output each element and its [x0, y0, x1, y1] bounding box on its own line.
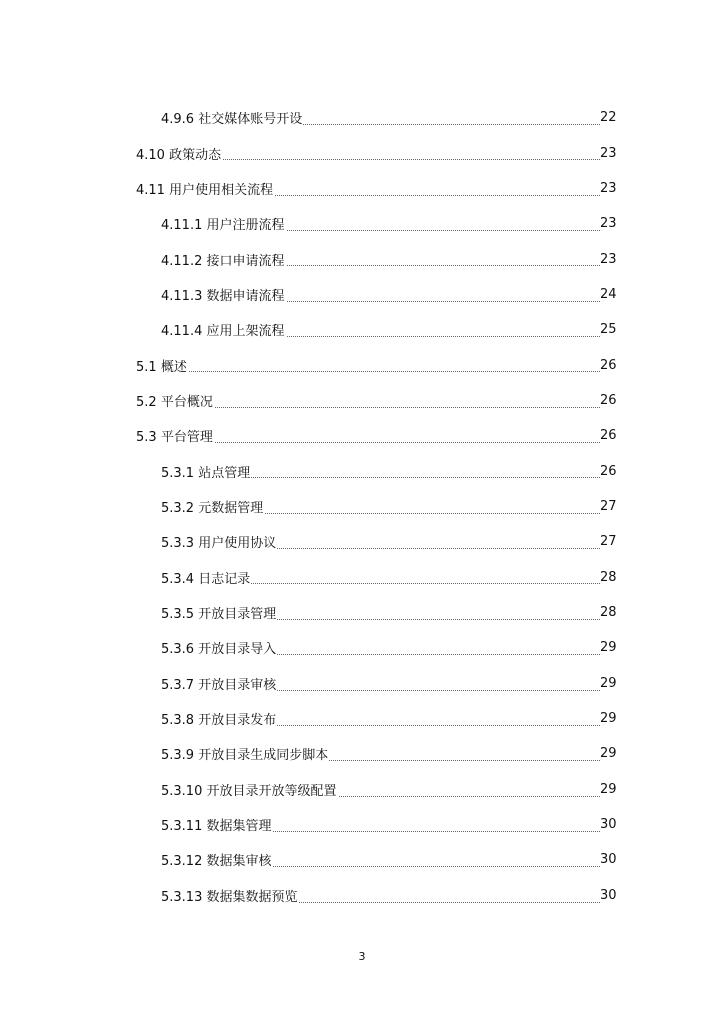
toc-entry[interactable] — [0, 772, 724, 807]
toc-entry-title: 平台管理 — [160, 430, 213, 446]
toc-entry[interactable] — [0, 701, 724, 736]
toc-entry-page: 29 — [600, 675, 617, 691]
toc-entry-number: 5.2 — [136, 394, 157, 410]
toc-entry[interactable] — [0, 666, 724, 701]
toc-entry[interactable] — [0, 453, 724, 488]
toc-leader-dots — [136, 371, 600, 372]
toc-entry[interactable] — [0, 489, 724, 524]
toc-entry-label — [161, 815, 273, 834]
toc-entry-label — [161, 638, 277, 657]
toc-entry-number: 4.11.2 — [161, 253, 203, 269]
toc-entry-title: 数据申请流程 — [206, 288, 285, 304]
toc-entry-number: 4.9.6 — [161, 112, 195, 128]
toc-entry-title: 开放目录开放等级配置 — [206, 783, 337, 799]
toc-entry-title: 应用上架流程 — [206, 324, 285, 340]
toc-entry-page: 27 — [600, 534, 617, 550]
toc-entry-title: 开放目录生成同步脚本 — [198, 748, 329, 764]
toc-entry-label — [161, 568, 251, 587]
toc-entry[interactable] — [0, 842, 724, 877]
toc-entry-number: 5.3.1 — [161, 465, 195, 481]
toc-entry-label — [161, 744, 329, 763]
toc-entry-page: 30 — [600, 887, 617, 903]
toc-entry-page: 26 — [600, 357, 617, 373]
toc-entry-title: 概述 — [160, 359, 187, 375]
toc-entry-title: 开放目录审核 — [198, 677, 277, 693]
toc-entry-label — [136, 179, 274, 198]
toc-entry-label — [161, 285, 286, 304]
toc-entry-label — [161, 462, 251, 481]
toc-entry[interactable] — [0, 312, 724, 347]
toc-entry-label — [161, 850, 273, 869]
toc-entry-label — [136, 144, 222, 163]
toc-entry[interactable] — [0, 807, 724, 842]
toc-entry-title: 开放目录发布 — [198, 713, 277, 729]
toc-entry-number: 5.3.10 — [161, 783, 203, 799]
toc-entry-label — [161, 497, 264, 516]
toc-entry-number: 5.3.6 — [161, 642, 195, 658]
toc-entry-page: 29 — [600, 781, 617, 797]
toc-entry-number: 5.3.8 — [161, 713, 195, 729]
toc-entry-label — [161, 108, 303, 127]
toc-entry-title: 数据集审核 — [206, 854, 272, 870]
toc-entry-label — [161, 214, 286, 233]
toc-entry-label — [161, 674, 277, 693]
toc-entry-number: 5.3.9 — [161, 748, 195, 764]
toc-entry-number: 5.3.11 — [161, 819, 203, 835]
toc-entry-page: 27 — [600, 498, 617, 514]
page-number: 3 — [358, 950, 366, 963]
toc-entry[interactable] — [0, 630, 724, 665]
toc-entry-title: 社交媒体账号开设 — [198, 112, 303, 128]
toc-entry-page: 24 — [600, 286, 617, 302]
toc-entry-number: 4.10 — [136, 147, 165, 163]
toc-entry[interactable] — [0, 135, 724, 170]
toc-entry[interactable] — [0, 524, 724, 559]
toc-entry[interactable] — [0, 277, 724, 312]
toc-entry-page: 30 — [600, 817, 617, 833]
toc-entry[interactable] — [0, 559, 724, 594]
toc-entry-title: 数据集管理 — [206, 819, 272, 835]
toc-entry[interactable] — [0, 736, 724, 771]
toc-entry-label — [136, 426, 214, 445]
toc-entry-label — [161, 886, 299, 905]
toc-entry-page: 26 — [600, 463, 617, 479]
toc-entry-label — [161, 603, 277, 622]
toc-entry-label — [161, 780, 338, 799]
toc-entry-number: 4.11 — [136, 182, 165, 198]
toc-entry-number: 5.3.12 — [161, 854, 203, 870]
table-of-contents — [0, 100, 724, 913]
toc-entry-number: 5.1 — [136, 359, 157, 375]
toc-entry-page: 23 — [600, 251, 617, 267]
toc-entry-page: 30 — [600, 852, 617, 868]
toc-entry-title: 日志记录 — [198, 571, 251, 587]
toc-entry-page: 29 — [600, 640, 617, 656]
toc-entry-number: 5.3 — [136, 430, 157, 446]
toc-entry-page: 28 — [600, 604, 617, 620]
toc-entry-title: 站点管理 — [198, 465, 251, 481]
toc-entry-number: 4.11.3 — [161, 288, 203, 304]
toc-entry-label — [136, 391, 214, 410]
toc-entry-page: 25 — [600, 322, 617, 338]
toc-entry-number: 5.3.2 — [161, 500, 195, 516]
toc-entry-page: 29 — [600, 711, 617, 727]
toc-entry-title: 用户使用相关流程 — [169, 182, 274, 198]
toc-entry-title: 元数据管理 — [198, 500, 264, 516]
toc-entry[interactable] — [0, 206, 724, 241]
toc-entry-title: 数据集数据预览 — [206, 889, 298, 905]
toc-entry[interactable] — [0, 171, 724, 206]
toc-entry-title: 政策动态 — [169, 147, 222, 163]
toc-entry-number: 4.11.4 — [161, 324, 203, 340]
toc-entry-title: 接口申请流程 — [206, 253, 285, 269]
toc-entry-label — [161, 709, 277, 728]
toc-entry-title: 平台概况 — [160, 394, 213, 410]
toc-entry[interactable] — [0, 100, 724, 135]
toc-entry-page: 23 — [600, 216, 617, 232]
toc-entry[interactable] — [0, 418, 724, 453]
toc-entry-page: 23 — [600, 180, 617, 196]
toc-entry-number: 5.3.4 — [161, 571, 195, 587]
toc-entry-label — [161, 320, 286, 339]
toc-entry-page: 28 — [600, 569, 617, 585]
toc-entry-number: 5.3.5 — [161, 606, 195, 622]
toc-entry-title: 开放目录管理 — [198, 606, 277, 622]
toc-entry-page: 26 — [600, 428, 617, 444]
toc-entry-page: 23 — [600, 145, 617, 161]
toc-entry-label — [161, 250, 286, 269]
toc-entry-page: 22 — [600, 110, 617, 126]
toc-entry-number: 5.3.7 — [161, 677, 195, 693]
toc-entry-number: 5.3.3 — [161, 536, 195, 552]
toc-entry-title: 用户注册流程 — [206, 218, 285, 234]
toc-entry-title: 用户使用协议 — [198, 536, 277, 552]
toc-entry-label — [161, 532, 277, 551]
toc-entry[interactable] — [0, 878, 724, 913]
toc-entry-label — [136, 356, 188, 375]
toc-entry[interactable] — [0, 347, 724, 382]
toc-entry[interactable] — [0, 241, 724, 276]
toc-entry-page: 26 — [600, 392, 617, 408]
toc-entry-number: 4.11.1 — [161, 218, 203, 234]
toc-entry[interactable] — [0, 383, 724, 418]
toc-entry-number: 5.3.13 — [161, 889, 203, 905]
toc-entry-page: 29 — [600, 746, 617, 762]
toc-entry-title: 开放目录导入 — [198, 642, 277, 658]
toc-entry[interactable] — [0, 595, 724, 630]
